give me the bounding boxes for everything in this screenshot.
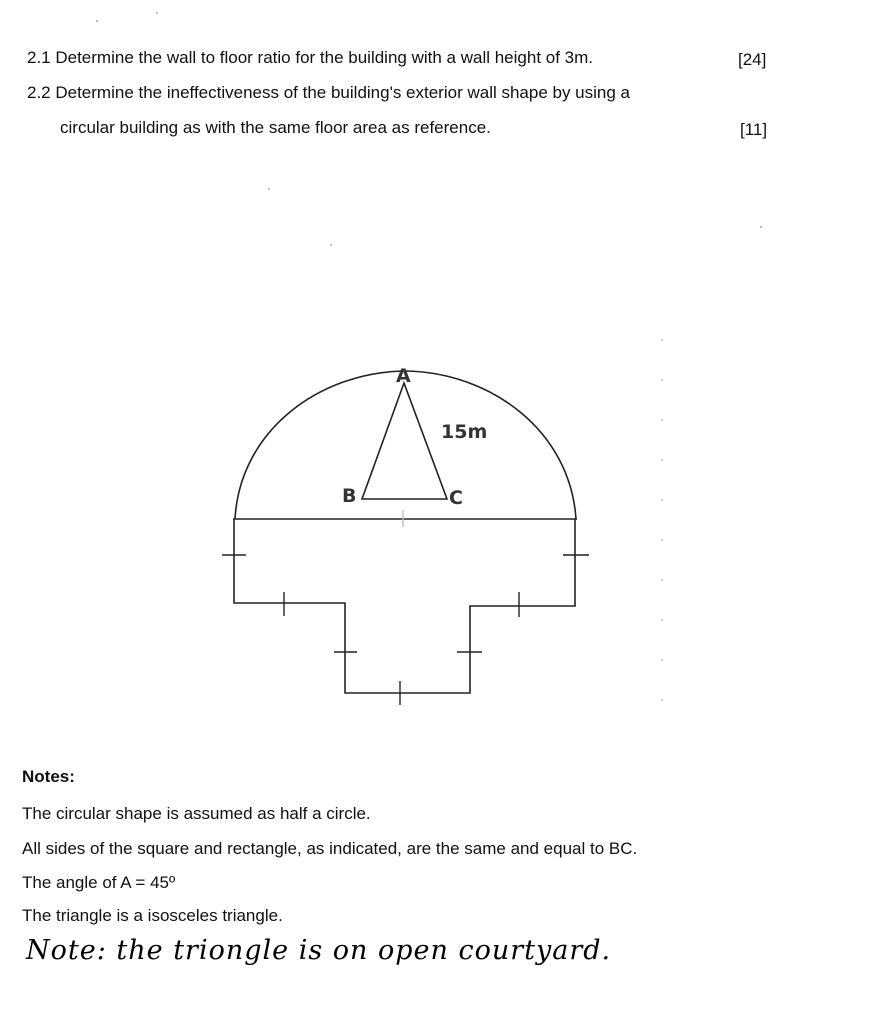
question-2-1: 2.1 Determine the wall to floor ratio for the building with a wall height of 3m. (27, 48, 594, 67)
label-c: C (449, 487, 463, 509)
semicircle-arc (235, 371, 576, 519)
handwritten-note: Note: the triongle is on open courtyard. (26, 935, 612, 966)
question-2-1-marks: [24] (738, 50, 767, 69)
margin-dots (661, 339, 663, 701)
note-item: The circular shape is assumed as half a circle. (22, 804, 371, 823)
note-item: The angle of A = 45º (22, 873, 176, 892)
label-length-15m: 15m (441, 421, 488, 443)
question-2-2-marks: [11] (740, 120, 768, 139)
triangle-courtyard (362, 383, 447, 499)
label-a: A (396, 365, 411, 387)
question-2-2-line2: circular building as with the same floor area as reference. (60, 118, 491, 137)
note-item: All sides of the square and rectangle, as indicated, are the same and equal to BC. (22, 839, 638, 858)
notes-heading: Notes: (22, 767, 75, 786)
lower-wall-outline (234, 519, 575, 693)
label-b: B (342, 485, 357, 507)
note-item: The triangle is a isosceles triangle. (22, 906, 283, 925)
question-2-2-line1: 2.2 Determine the ineffectiveness of the building's exterior wall shape by using a (27, 83, 631, 102)
